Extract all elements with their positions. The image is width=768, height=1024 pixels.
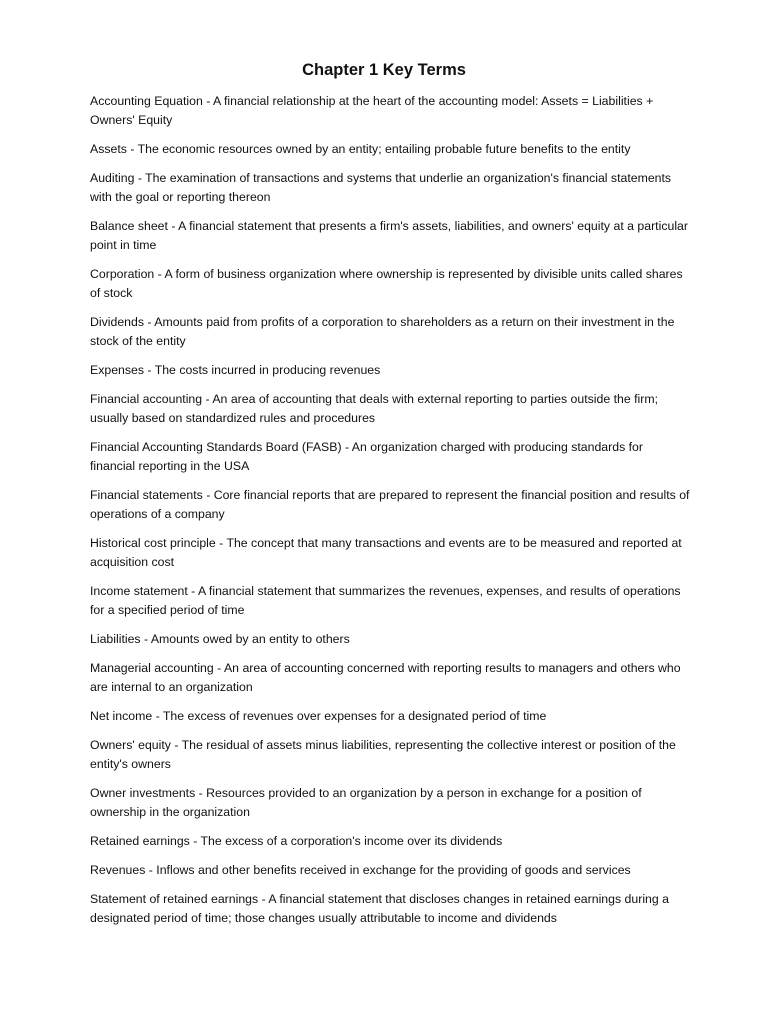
term-statement-of-retained-earnings: Statement of retained earnings - A financial statement that discloses changes in retained earnings during a designated period of time; those changes usually attributable to income and dividends (90, 892, 669, 925)
term-historical-cost-principle: Historical cost principle - The concept that many transactions and events are to be measured and reported at acquisition cost (90, 536, 682, 569)
key-terms-list (90, 92, 690, 938)
term-accounting-equation: Accounting Equation - A financial relationship at the heart of the accounting model: Assets = Liabilities + Owners' Equity (90, 94, 654, 127)
term-net-income: Net income - The excess of revenues over expenses for a designated period of time (90, 709, 547, 723)
term-fasb: Financial Accounting Standards Board (FASB) - An organization charged with producing standards for financial reporting in the USA (90, 440, 643, 473)
term-retained-earnings: Retained earnings - The excess of a corporation's income over its dividends (90, 834, 503, 848)
term-corporation: Corporation - A form of business organization where ownership is represented by divisible units called shares of stock (90, 267, 683, 300)
term-owner-investments: Owner investments - Resources provided to an organization by a person in exchange for a position of ownership in the organization (90, 786, 642, 819)
term-owners-equity: Owners' equity - The residual of assets minus liabilities, representing the collective interest or position of the entity's owners (90, 738, 676, 771)
term-assets: Assets - The economic resources owned by an entity; entailing probable future benefits to the entity (90, 142, 631, 156)
term-revenues: Revenues - Inflows and other benefits received in exchange for the providing of goods and services (90, 863, 631, 877)
term-financial-accounting: Financial accounting - An area of accounting that deals with external reporting to parties outside the firm; usually based on standardized rules and procedures (90, 392, 659, 425)
term-managerial-accounting: Managerial accounting - An area of accounting concerned with reporting results to managers and others who are internal to an organization (90, 661, 681, 694)
term-financial-statements: Financial statements - Core financial reports that are prepared to represent the financial position and results of operations of a company (90, 488, 690, 521)
page-title: Chapter 1 Key Terms (302, 61, 466, 79)
term-balance-sheet: Balance sheet - A financial statement that presents a firm's assets, liabilities, and owners' equity at a particular point in time (90, 219, 688, 252)
term-dividends: Dividends - Amounts paid from profits of a corporation to shareholders as a return on their investment in the stock of the entity (90, 315, 675, 348)
term-auditing: Auditing - The examination of transactions and systems that underlie an organization's financial statements with the goal or reporting thereon (90, 171, 672, 204)
term-liabilities: Liabilities - Amounts owed by an entity to others (90, 632, 350, 646)
term-income-statement: Income statement - A financial statement that summarizes the revenues, expenses, and results of operations for a specified period of time (90, 584, 681, 617)
term-expenses: Expenses - The costs incurred in producing revenues (90, 363, 381, 377)
